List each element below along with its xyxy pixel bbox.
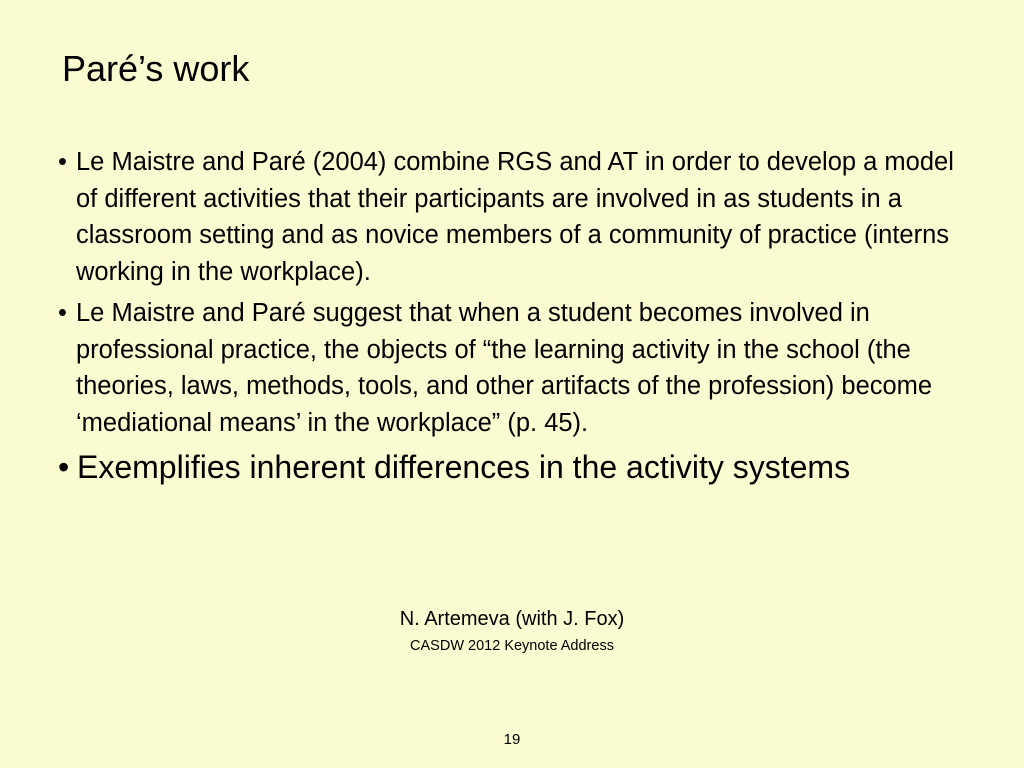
bullet-text: Le Maistre and Paré suggest that when a student becomes involved in professional practice, the objects of “the learning activity in the school (the theories, laws, methods, tools, and other artifacts of the profession) become ‘mediational means’ in the workplace” (p. 45).	[76, 298, 933, 437]
slide-title: Paré’s work	[62, 48, 250, 89]
bullet-marker: •	[58, 148, 67, 176]
footer-author: N. Artemeva (with J. Fox)	[399, 608, 625, 630]
bullet-item-2	[58, 295, 968, 442]
bullet-item-1	[58, 144, 968, 291]
bullet-item-3	[58, 447, 968, 487]
bullet-text: Exemplifies inherent differences in the activity systems	[77, 448, 851, 485]
page-number: 19	[503, 731, 521, 748]
bullet-marker: •	[58, 298, 67, 327]
bullet-marker: •	[58, 448, 70, 485]
footer-event: CASDW 2012 Keynote Address	[410, 638, 614, 654]
bullet-text: Le Maistre and Paré (2004) combine RGS and AT in order to develop a model of different activities that their participants are involved in as students in a classroom setting and as novice members of a community of practice (interns working in the workplace).	[76, 148, 954, 287]
bullet-list	[58, 144, 968, 491]
